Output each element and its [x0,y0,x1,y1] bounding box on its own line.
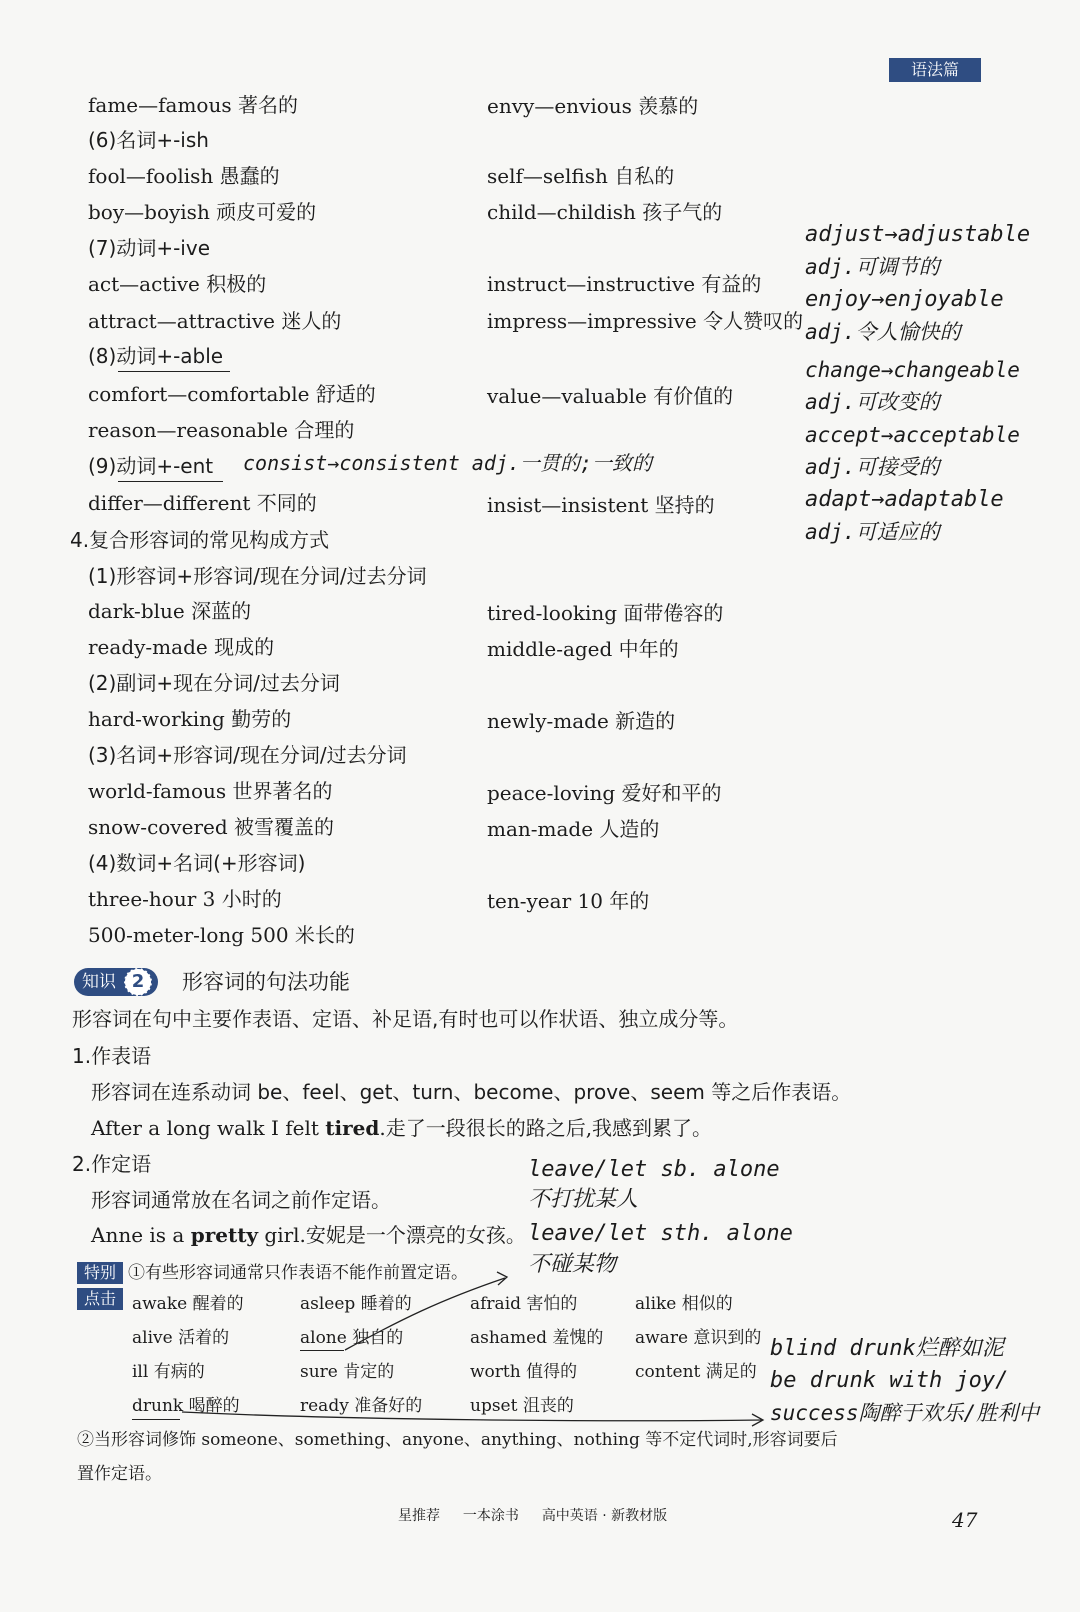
word-item: asleep 睡着的 [300,1294,412,1314]
section-heading: 1.作表语 [72,1044,152,1068]
word-pair: self—selfish 自私的 [487,164,675,188]
word-pair: 500-meter-long 500 米长的 [88,923,355,947]
special-tag: 点击 [77,1288,123,1310]
handwritten-note: success陶醉于欢乐/胜利中 [770,1401,1040,1425]
handwritten-note: 不打扰某人 [528,1187,639,1212]
paragraph: 形容词在连系动词 be、feel、get、turn、become、prove、seem 等之后作表语。 [91,1080,852,1104]
example-keyword: tired [325,1116,380,1140]
word-pair: attract—attractive 迷人的 [88,309,342,333]
subsection-heading: (9)动词+-ent [88,454,214,478]
example-text: girl.安妮是一个漂亮的女孩。 [258,1223,526,1247]
handwritten-note: blind drunk烂醉如泥 [770,1336,1004,1361]
handwritten-note: 不碰某物 [528,1252,617,1277]
word-item: ill 有病的 [132,1362,205,1382]
section-heading: 4.复合形容词的常见构成方式 [70,528,330,552]
word-pair: ready-made 现成的 [88,635,275,659]
subsection-heading: (4)数词+名词(+形容词) [88,851,306,875]
paragraph: 形容词在句中主要作表语、定语、补足语,有时也可以作状语、独立成分等。 [72,1007,739,1031]
word-pair: instruct—instructive 有益的 [487,272,762,296]
word-item: drunk 喝醉的 [132,1396,240,1416]
handwritten-note: adj.可改变的 [805,390,940,414]
subsection-heading: (6)名词+-ish [88,128,209,152]
word-pair: dark-blue 深蓝的 [88,599,252,623]
subsection-heading: (1)形容词+形容词/现在分词/过去分词 [88,564,427,588]
word-item: upset 沮丧的 [470,1396,574,1416]
note-text: ①有些形容词通常只作表语不能作前置定语。 [128,1263,468,1283]
section-heading: 2.作定语 [72,1152,152,1176]
paragraph: 形容词通常放在名词之前作定语。 [91,1188,391,1212]
word-item: alive 活着的 [132,1328,230,1348]
word-pair: snow-covered 被雪覆盖的 [88,815,334,839]
handwritten-note: enjoy→enjoyable [805,287,1004,312]
page-number: 47 [952,1508,978,1532]
word-pair: fool—foolish 愚蠢的 [88,164,280,188]
word-pair: reason—reasonable 合理的 [88,418,355,442]
word-pair: child—childish 孩子气的 [487,200,723,224]
badge-label: 知识 [82,972,116,992]
word-item: aware 意识到的 [635,1328,762,1348]
handwritten-note: adj.可接受的 [805,455,940,479]
special-tag: 特别 [77,1262,123,1284]
handwritten-note: adj.令人愉快的 [805,320,961,344]
badge-number: 2 [124,968,152,996]
word-item: content 满足的 [635,1362,757,1382]
word-item: ready 准备好的 [300,1396,423,1416]
handwritten-note: change→changeable [805,358,1020,382]
handwritten-note: adjust→adjustable [805,222,1031,247]
word-pair: boy—boyish 顽皮可爱的 [88,200,317,224]
word-pair: differ—different 不同的 [88,491,317,515]
word-pair: peace-loving 爱好和平的 [487,781,722,805]
word-pair: impress—impressive 令人赞叹的 [487,309,804,333]
word-pair: ten-year 10 年的 [487,889,650,913]
note-text: 置作定语。 [77,1464,162,1484]
handwritten-note: be drunk with joy/ [770,1368,1009,1393]
handwritten-note: leave/let sb. alone [528,1157,780,1182]
subsection-heading: (2)副词+现在分词/过去分词 [88,671,340,695]
example-text: .走了一段很长的路之后,我感到累了。 [379,1116,713,1140]
handwritten-note: adj.可调节的 [805,255,940,279]
word-pair: envy—envious 羡慕的 [487,94,699,118]
word-pair: man-made 人造的 [487,817,660,841]
word-pair: world-famous 世界著名的 [88,779,333,803]
knowledge-title: 形容词的句法功能 [182,970,350,994]
handwritten-note: adj.可适应的 [805,520,940,544]
handwritten-note: consist→consistent adj.一贯的;一致的 [243,451,652,475]
subsection-heading: (8)动词+-able [88,344,224,368]
footer-book: 一本涂书 [462,1508,519,1524]
subsection-heading: (7)动词+-ive [88,236,211,260]
word-item: worth 值得的 [470,1362,578,1382]
word-pair: newly-made 新造的 [487,709,676,733]
word-pair: tired-looking 面带倦容的 [487,601,724,625]
note-text: ②当形容词修饰 someone、something、anyone、anything、nothing 等不定代词时,形容词要后 [77,1430,838,1450]
word-pair: middle-aged 中年的 [487,637,679,661]
subsection-heading: (3)名词+形容词/现在分词/过去分词 [88,743,407,767]
handwritten-note: accept→acceptable [805,423,1020,447]
handwritten-note: leave/let sth. alone [528,1221,793,1246]
example-text: Anne is a [91,1223,191,1247]
footer-series: 星推荐 [398,1508,440,1524]
word-item: sure 肯定的 [300,1362,395,1382]
word-item: afraid 害怕的 [470,1294,578,1314]
handwritten-note: adapt→adaptable [805,487,1004,512]
word-pair: fame—famous 著名的 [88,93,298,117]
word-pair: comfort—comfortable 舒适的 [88,382,376,406]
example-text: After a long walk I felt [91,1116,326,1140]
word-item: alone 独自的 [300,1328,404,1348]
word-item: awake 醒着的 [132,1294,244,1314]
footer-subject: 高中英语 · 新教材版 [541,1508,668,1524]
word-pair: hard-working 勤劳的 [88,707,292,731]
word-pair: three-hour 3 小时的 [88,887,282,911]
word-pair: value—valuable 有价值的 [487,384,734,408]
example-keyword: pretty [190,1223,259,1247]
word-pair: insist—insistent 坚持的 [487,493,715,517]
word-item: alike 相似的 [635,1294,733,1314]
word-item: ashamed 羞愧的 [470,1328,604,1348]
word-pair: act—active 积极的 [88,272,267,296]
page-footer [398,1506,667,1526]
section-tag: 语法篇 [889,58,981,82]
